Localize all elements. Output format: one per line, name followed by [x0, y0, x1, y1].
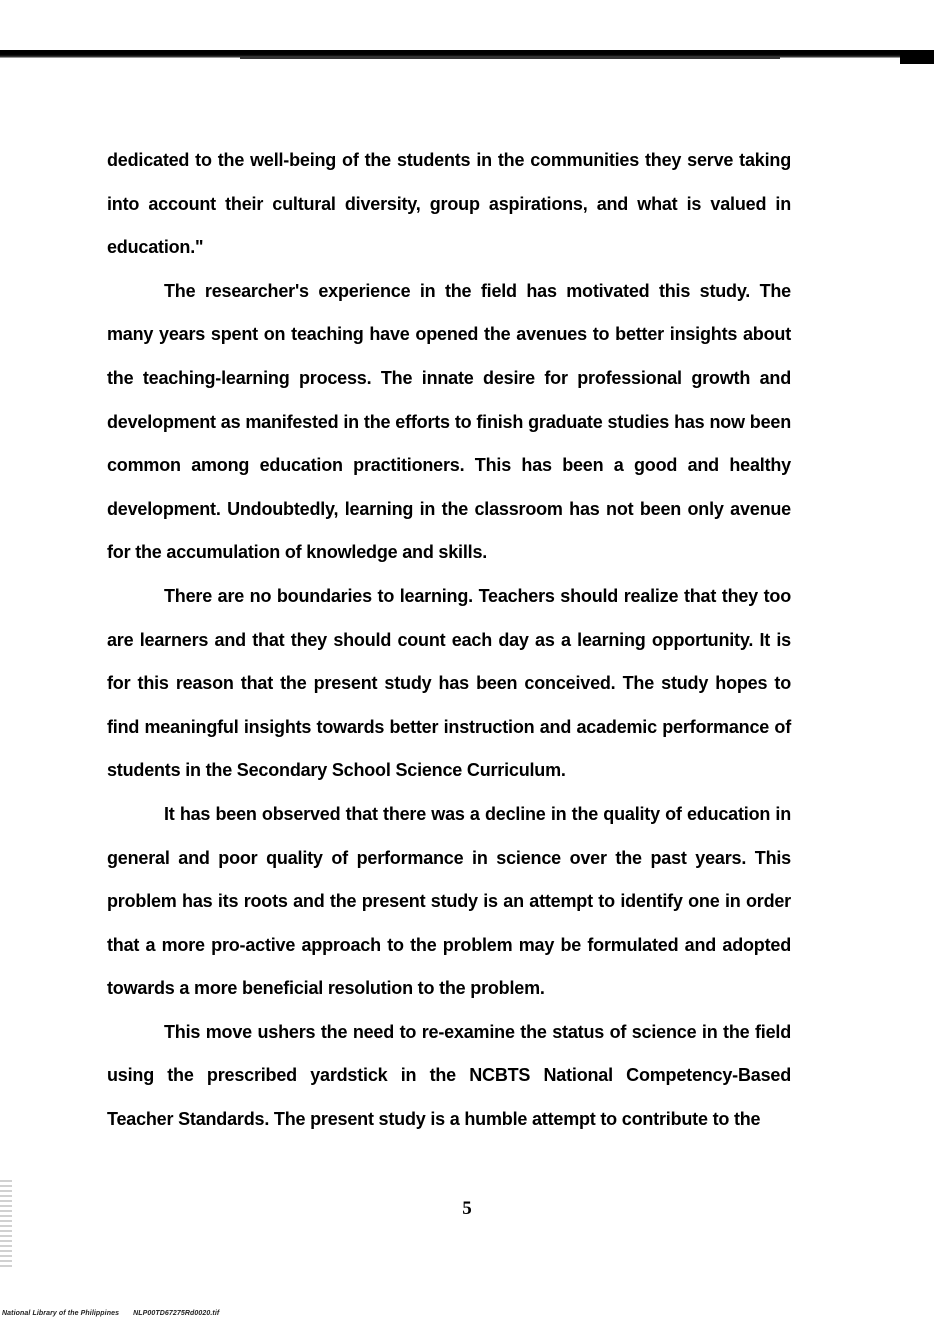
paragraph-1: dedicated to the well-being of the students in the communities they serve taking into account their cultural diversity, group aspirations, and what is valued in education." [107, 150, 791, 258]
body-text [107, 139, 791, 1142]
paragraph-3: There are no boundaries to learning. Teachers should realize that they too are learners and that they should count each day as a learning opportunity. It is for this reason that the present study has been conceived. The study hopes to find meaningful insights towards better instruction and academic performance of students in the Secondary School Science Curriculum. [107, 585, 791, 781]
footer-file-id: NLP00TD67275Rd0020.tif [133, 1310, 220, 1317]
scan-edge-noise [0, 1180, 12, 1270]
scan-corner-mark [900, 50, 934, 64]
paragraph-5: This move ushers the need to re-examine the status of science in the field using the prescribed yardstick in the NCBTS National Competency-Based Teacher Standards. The present study is a humble attempt to contribute to the [107, 1021, 791, 1130]
scan-footer [2, 1310, 219, 1317]
paragraph-2: The researcher's experience in the field has motivated this study. The many years spent on teaching have opened the avenues to better insights about the teaching-learning process. The innate desire for professional growth and development as manifested in the efforts to finish graduate studies has now been common among education practitioners. This has been a good and healthy development. Undoubtedly, learning in the classroom has not been only avenue for the accumulation of knowledge and skills. [107, 280, 791, 563]
paragraph-4: It has been observed that there was a decline in the quality of education in general and poor quality of performance in science over the past years. This problem has its roots and the present study is an attempt to identify one in order that a more pro-active approach to the problem may be formulated and adopted towards a more beneficial resolution to the problem. [107, 803, 791, 999]
footer-library: National Library of the Philippines [2, 1310, 120, 1317]
page-number: 5 [462, 1198, 472, 1219]
scan-top-border-shadow [240, 57, 780, 59]
